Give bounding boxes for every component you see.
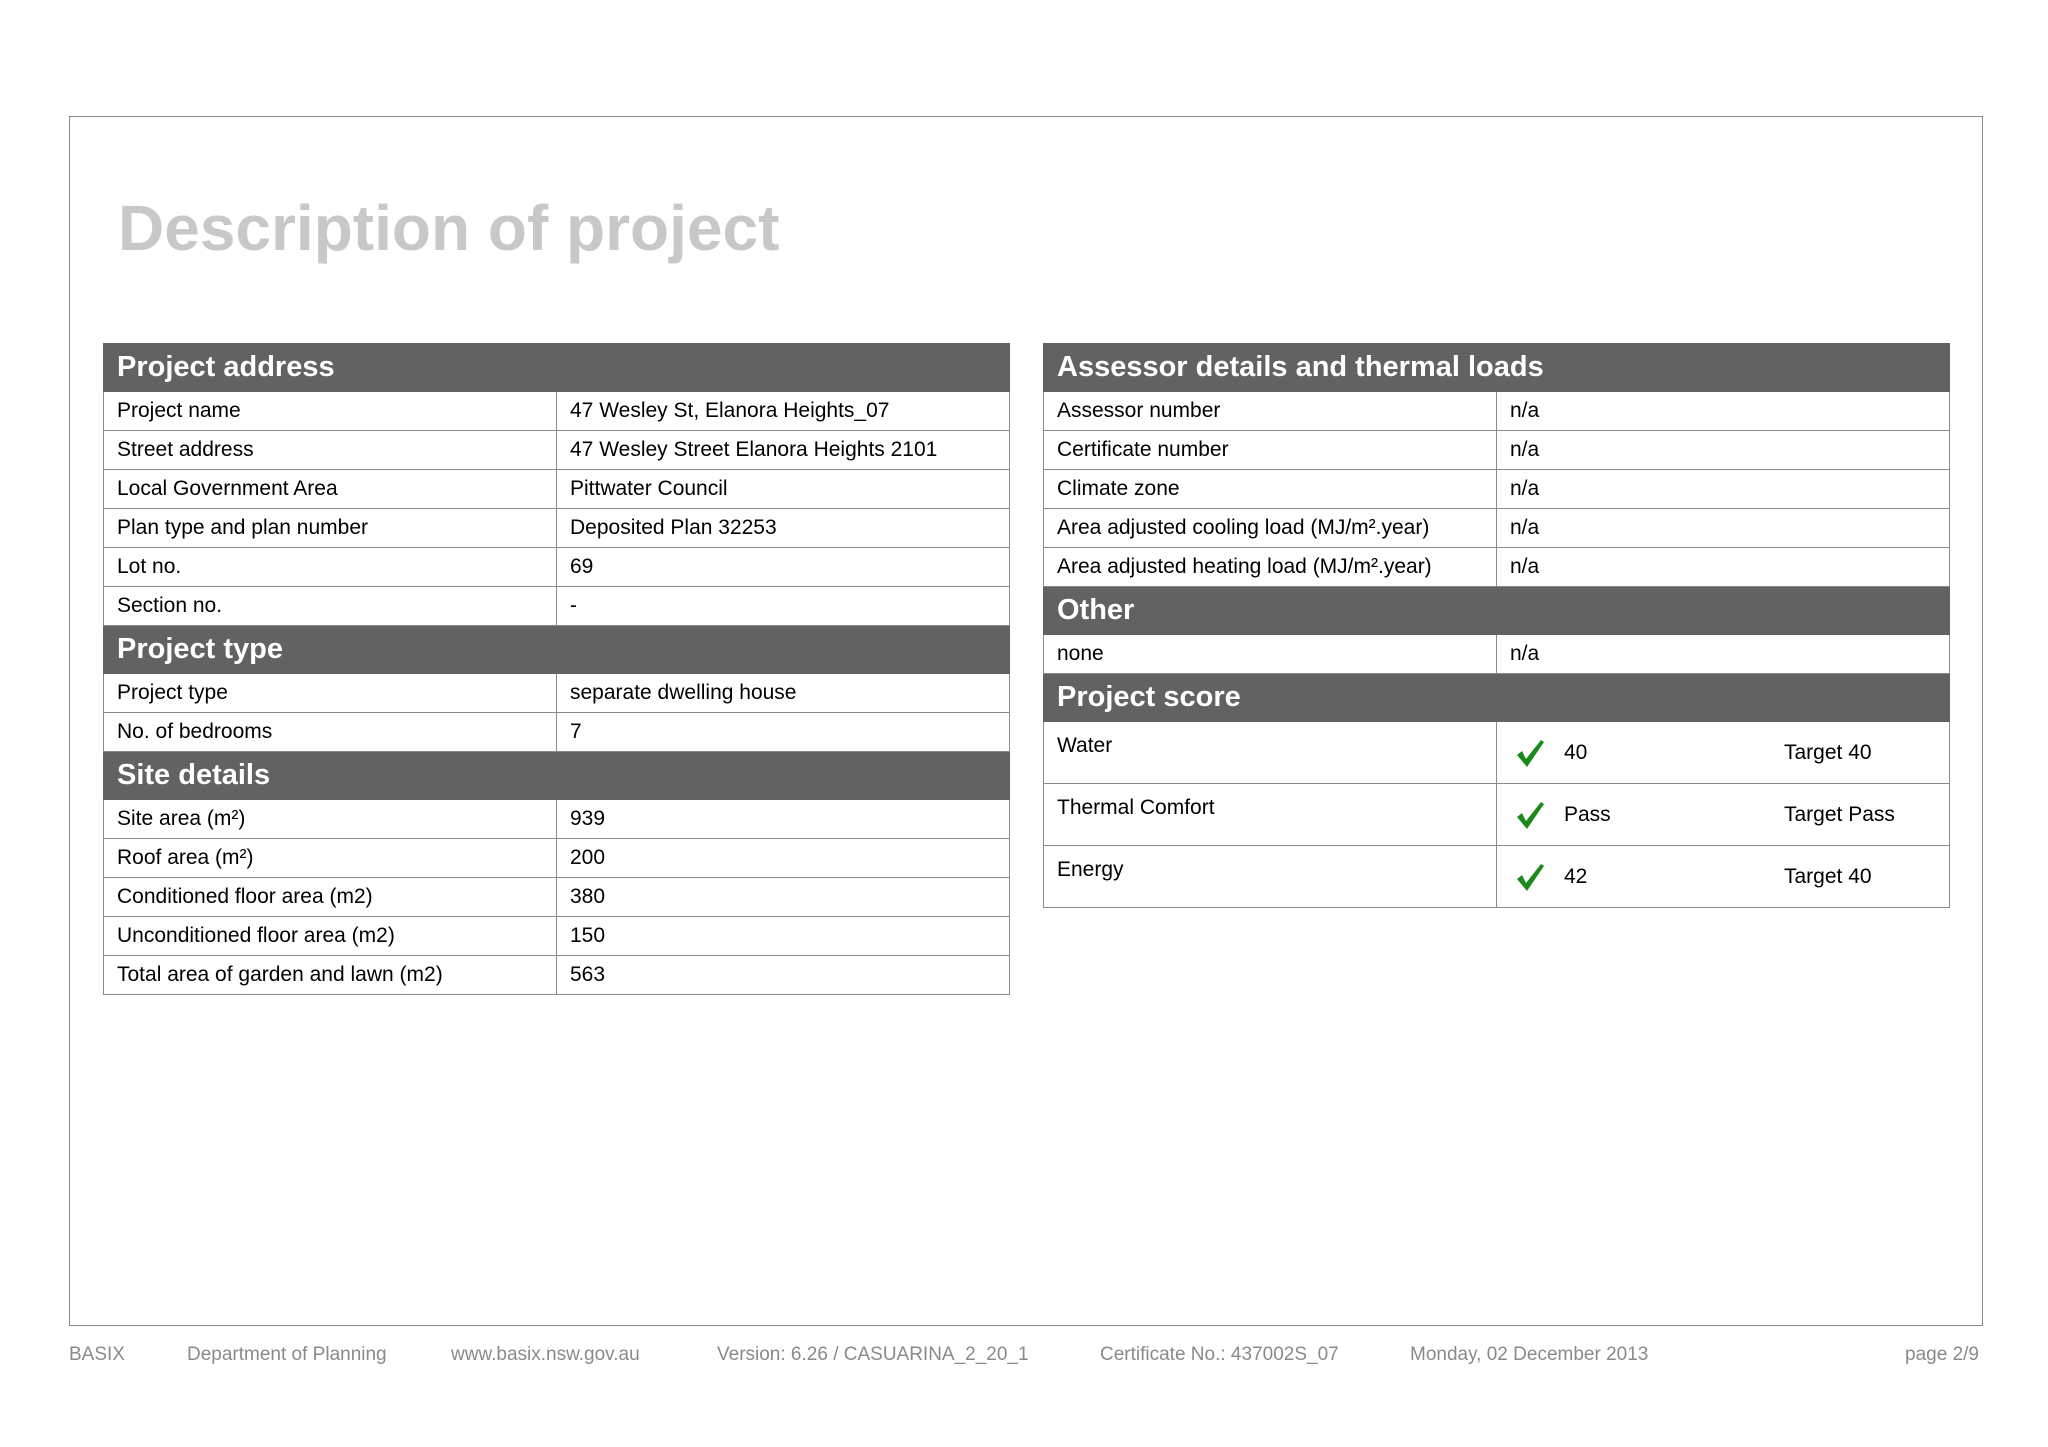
score-target: Target 40 [1784,741,1872,764]
row-value: 47 Wesley Street Elanora Heights 2101 [557,431,1010,470]
section-heading-assessor: Assessor details and thermal loads [1044,344,1950,392]
table-row [104,392,1010,431]
score-row-water [1044,722,1950,784]
row-label: Lot no. [104,548,557,587]
score-target: Target Pass [1784,803,1895,826]
assessor-score-table [1043,343,1950,908]
row-value: n/a [1497,392,1950,431]
footer-version: Version: 6.26 / CASUARINA_2_20_1 [717,1344,1029,1365]
table-row [104,839,1010,878]
footer-page-number: page 2/9 [1905,1344,1979,1365]
row-value: n/a [1497,509,1950,548]
row-label: Area adjusted heating load (MJ/m².year) [1044,548,1497,587]
table-row [104,674,1010,713]
row-value: Deposited Plan 32253 [557,509,1010,548]
row-label: Total area of garden and lawn (m2) [104,956,557,995]
score-value: 42 [1564,865,1588,888]
score-row-thermal-comfort [1044,784,1950,846]
row-value: n/a [1497,470,1950,509]
score-row-energy [1044,846,1950,908]
table-row [104,548,1010,587]
row-label: Project name [104,392,557,431]
row-value: 200 [557,839,1010,878]
footer-department: Department of Planning [187,1344,387,1365]
score-label: Thermal Comfort [1044,784,1497,846]
row-value: n/a [1497,635,1950,674]
section-heading-site-details: Site details [104,752,1010,800]
table-row [1044,509,1950,548]
row-label: Assessor number [1044,392,1497,431]
row-value: 47 Wesley St, Elanora Heights_07 [557,392,1010,431]
row-value: 69 [557,548,1010,587]
row-value: 563 [557,956,1010,995]
row-value: 150 [557,917,1010,956]
project-details-table [103,343,1010,995]
table-row [1044,548,1950,587]
score-value: Pass [1564,803,1611,826]
right-column [1043,343,1950,908]
table-row [104,713,1010,752]
row-label: Roof area (m²) [104,839,557,878]
row-value: n/a [1497,431,1950,470]
row-label: Site area (m²) [104,800,557,839]
row-value: - [557,587,1010,626]
row-label: Local Government Area [104,470,557,509]
score-label: Energy [1044,846,1497,908]
row-label: Area adjusted cooling load (MJ/m².year) [1044,509,1497,548]
table-row [104,509,1010,548]
section-heading-project-score: Project score [1044,674,1950,722]
table-row [104,878,1010,917]
checkmark-icon [1515,861,1545,893]
row-value: 7 [557,713,1010,752]
row-label: No. of bedrooms [104,713,557,752]
section-heading-project-type: Project type [104,626,1010,674]
table-row [1044,635,1950,674]
table-row [104,470,1010,509]
row-value: 380 [557,878,1010,917]
score-value: 40 [1564,741,1588,764]
checkmark-icon [1515,799,1545,831]
footer-basix: BASIX [69,1344,125,1365]
section-heading-other: Other [1044,587,1950,635]
checkmark-icon [1515,737,1545,769]
table-row [104,431,1010,470]
page-title: Description of project [118,192,780,264]
row-value: 939 [557,800,1010,839]
footer-date: Monday, 02 December 2013 [1410,1344,1649,1365]
row-label: Climate zone [1044,470,1497,509]
table-row [104,800,1010,839]
row-label: Certificate number [1044,431,1497,470]
row-label: Plan type and plan number [104,509,557,548]
table-row [104,956,1010,995]
row-label: Conditioned floor area (m2) [104,878,557,917]
row-value: separate dwelling house [557,674,1010,713]
section-heading-project-address: Project address [104,344,1010,392]
score-label: Water [1044,722,1497,784]
row-label: none [1044,635,1497,674]
left-column [103,343,1010,995]
row-value: n/a [1497,548,1950,587]
row-label: Street address [104,431,557,470]
row-label: Unconditioned floor area (m2) [104,917,557,956]
footer-certificate: Certificate No.: 437002S_07 [1100,1344,1339,1365]
row-label: Section no. [104,587,557,626]
score-target: Target 40 [1784,865,1872,888]
table-row [1044,470,1950,509]
table-row [1044,392,1950,431]
row-label: Project type [104,674,557,713]
table-row [104,587,1010,626]
row-value: Pittwater Council [557,470,1010,509]
table-row [104,917,1010,956]
table-row [1044,431,1950,470]
footer-website-link[interactable]: www.basix.nsw.gov.au [451,1344,640,1365]
